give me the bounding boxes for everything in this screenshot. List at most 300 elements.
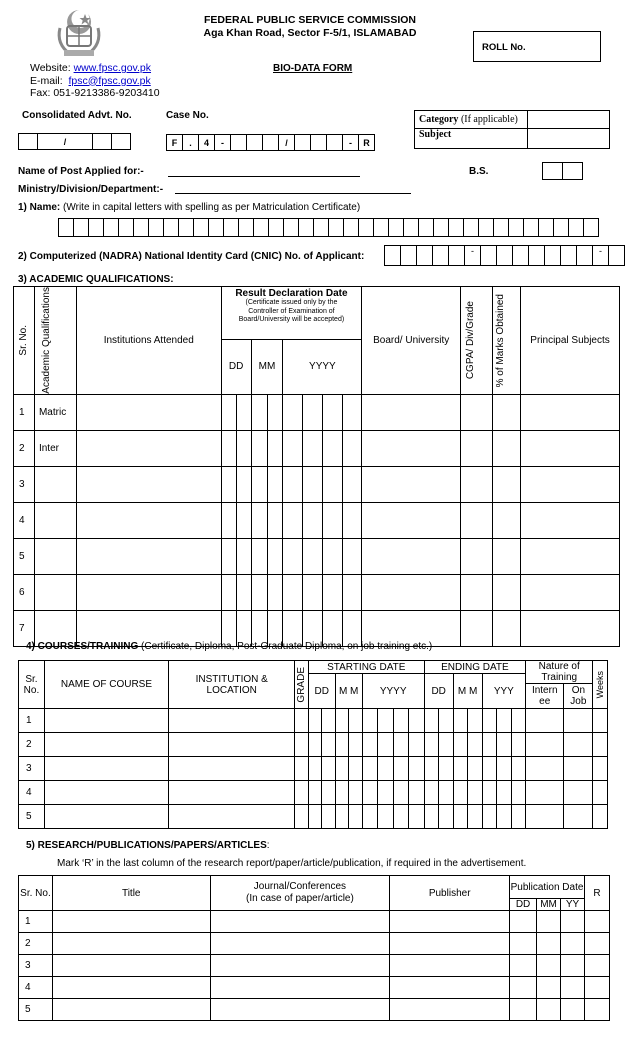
research-cell[interactable] <box>390 955 510 977</box>
courses-cell[interactable] <box>295 733 308 757</box>
cnic-cell[interactable] <box>481 246 497 266</box>
courses-cell[interactable] <box>439 805 453 829</box>
courses-cell[interactable] <box>526 709 564 733</box>
academic-cell[interactable] <box>323 502 343 538</box>
courses-cell[interactable] <box>362 757 378 781</box>
research-cell[interactable] <box>390 977 510 999</box>
courses-cell[interactable] <box>497 709 511 733</box>
academic-cell[interactable] <box>251 538 267 574</box>
courses-cell[interactable] <box>564 805 593 829</box>
courses-cell[interactable] <box>453 757 467 781</box>
academic-qual[interactable] <box>34 574 76 610</box>
name-letter-cell[interactable] <box>119 219 134 237</box>
courses-cell[interactable] <box>335 709 348 733</box>
name-letter-cell[interactable] <box>479 219 494 237</box>
advt-cell[interactable] <box>112 134 131 150</box>
courses-cell[interactable] <box>526 781 564 805</box>
academic-cell[interactable] <box>493 574 521 610</box>
academic-cell[interactable] <box>493 538 521 574</box>
courses-cell[interactable] <box>322 757 335 781</box>
courses-cell[interactable] <box>393 805 409 829</box>
academic-cell[interactable] <box>283 502 303 538</box>
case-cell[interactable]: - <box>343 135 359 151</box>
courses-cell[interactable] <box>424 805 438 829</box>
courses-cell[interactable] <box>409 709 425 733</box>
courses-cell[interactable] <box>564 733 593 757</box>
courses-cell[interactable] <box>593 757 608 781</box>
research-cell[interactable] <box>52 999 210 1021</box>
cnic-cell[interactable] <box>513 246 529 266</box>
bs-cells[interactable] <box>542 162 583 180</box>
academic-cell[interactable] <box>303 430 323 466</box>
academic-cell[interactable] <box>251 502 267 538</box>
academic-cell[interactable] <box>236 574 251 610</box>
academic-cell[interactable] <box>521 538 620 574</box>
name-letter-cell[interactable] <box>59 219 74 237</box>
name-letter-cell[interactable] <box>194 219 209 237</box>
academic-cell[interactable] <box>283 430 303 466</box>
courses-cell[interactable] <box>424 733 438 757</box>
academic-cell[interactable] <box>493 430 521 466</box>
courses-cell[interactable] <box>526 733 564 757</box>
courses-cell[interactable] <box>511 709 525 733</box>
courses-cell[interactable] <box>409 733 425 757</box>
courses-cell[interactable] <box>482 733 496 757</box>
academic-cell[interactable] <box>283 574 303 610</box>
academic-cell[interactable] <box>461 466 493 502</box>
courses-cell[interactable] <box>393 733 409 757</box>
academic-cell[interactable] <box>76 394 221 430</box>
name-letter-cell[interactable] <box>179 219 194 237</box>
courses-cell[interactable] <box>593 805 608 829</box>
academic-cell[interactable] <box>343 394 362 430</box>
academic-cell[interactable] <box>251 394 267 430</box>
academic-cell[interactable] <box>251 466 267 502</box>
academic-cell[interactable] <box>461 394 493 430</box>
courses-cell[interactable] <box>439 733 453 757</box>
academic-cell[interactable] <box>362 466 461 502</box>
academic-cell[interactable] <box>267 574 283 610</box>
research-cell[interactable] <box>510 977 537 999</box>
courses-cell[interactable] <box>393 757 409 781</box>
name-letter-cell[interactable] <box>104 219 119 237</box>
email-link[interactable]: fpsc@fpsc.gov.pk <box>68 74 151 87</box>
academic-qual[interactable] <box>34 502 76 538</box>
cnic-cells[interactable] <box>384 245 625 266</box>
name-letter-cell[interactable] <box>89 219 104 237</box>
case-cell[interactable] <box>247 135 263 151</box>
academic-cell[interactable] <box>283 466 303 502</box>
courses-cell[interactable] <box>44 805 168 829</box>
research-cell[interactable] <box>52 977 210 999</box>
name-letter-cell[interactable] <box>149 219 164 237</box>
name-letter-cell[interactable] <box>74 219 89 237</box>
name-letter-cell[interactable] <box>554 219 569 237</box>
academic-cell[interactable] <box>362 538 461 574</box>
academic-cell[interactable] <box>521 394 620 430</box>
academic-cell[interactable] <box>267 538 283 574</box>
academic-cell[interactable] <box>283 394 303 430</box>
academic-cell[interactable] <box>221 466 236 502</box>
courses-cell[interactable] <box>468 733 482 757</box>
case-cell[interactable] <box>263 135 279 151</box>
research-cell[interactable] <box>537 933 561 955</box>
post-field[interactable] <box>168 176 360 177</box>
academic-cell[interactable] <box>323 466 343 502</box>
courses-cell[interactable] <box>497 733 511 757</box>
courses-cell[interactable] <box>335 781 348 805</box>
roll-no-box[interactable] <box>473 31 601 62</box>
name-letter-cell[interactable] <box>209 219 224 237</box>
academic-cell[interactable] <box>362 430 461 466</box>
case-cell[interactable] <box>311 135 327 151</box>
academic-qual[interactable] <box>34 466 76 502</box>
case-cell[interactable]: . <box>183 135 199 151</box>
research-cell[interactable] <box>584 977 609 999</box>
courses-cell[interactable] <box>44 709 168 733</box>
courses-cell[interactable] <box>169 781 295 805</box>
case-no-cells[interactable] <box>166 134 375 151</box>
courses-cell[interactable] <box>308 709 321 733</box>
academic-cell[interactable] <box>76 430 221 466</box>
courses-cell[interactable] <box>482 709 496 733</box>
academic-cell[interactable] <box>362 502 461 538</box>
cnic-cell[interactable] <box>433 246 449 266</box>
consolidated-advt-cells[interactable] <box>18 133 131 150</box>
courses-cell[interactable] <box>295 805 308 829</box>
research-cell[interactable] <box>584 911 609 933</box>
courses-cell[interactable] <box>322 781 335 805</box>
academic-cell[interactable] <box>251 430 267 466</box>
courses-cell[interactable] <box>453 805 467 829</box>
courses-cell[interactable] <box>593 733 608 757</box>
academic-cell[interactable] <box>323 430 343 466</box>
research-cell[interactable] <box>390 999 510 1021</box>
case-cell[interactable] <box>231 135 247 151</box>
courses-cell[interactable] <box>349 757 362 781</box>
academic-cell[interactable] <box>521 502 620 538</box>
research-cell[interactable] <box>584 999 609 1021</box>
academic-cell[interactable] <box>221 502 236 538</box>
academic-cell[interactable] <box>251 574 267 610</box>
courses-cell[interactable] <box>169 757 295 781</box>
name-letter-cell[interactable] <box>359 219 374 237</box>
cnic-cell[interactable] <box>577 246 593 266</box>
courses-cell[interactable] <box>169 733 295 757</box>
name-letter-cell[interactable] <box>569 219 584 237</box>
academic-cell[interactable] <box>493 394 521 430</box>
courses-cell[interactable] <box>335 733 348 757</box>
research-cell[interactable] <box>561 977 585 999</box>
name-letter-cell[interactable] <box>584 219 599 237</box>
subject-field[interactable] <box>528 129 610 149</box>
research-cell[interactable] <box>210 977 390 999</box>
courses-cell[interactable] <box>453 709 467 733</box>
advt-cell[interactable] <box>93 134 112 150</box>
courses-cell[interactable] <box>322 709 335 733</box>
research-cell[interactable] <box>52 955 210 977</box>
courses-cell[interactable] <box>322 805 335 829</box>
courses-cell[interactable] <box>497 757 511 781</box>
name-letter-cell[interactable] <box>329 219 344 237</box>
academic-cell[interactable] <box>461 574 493 610</box>
academic-cell[interactable] <box>221 430 236 466</box>
research-cell[interactable] <box>561 933 585 955</box>
name-letter-cell[interactable] <box>284 219 299 237</box>
academic-cell[interactable] <box>521 574 620 610</box>
academic-cell[interactable] <box>323 574 343 610</box>
courses-cell[interactable] <box>378 757 394 781</box>
cnic-cell[interactable] <box>449 246 465 266</box>
academic-cell[interactable] <box>76 502 221 538</box>
courses-cell[interactable] <box>526 757 564 781</box>
courses-cell[interactable] <box>335 757 348 781</box>
courses-cell[interactable] <box>593 781 608 805</box>
academic-cell[interactable] <box>323 394 343 430</box>
courses-cell[interactable] <box>378 733 394 757</box>
courses-cell[interactable] <box>424 709 438 733</box>
academic-cell[interactable] <box>521 430 620 466</box>
courses-cell[interactable] <box>468 757 482 781</box>
courses-cell[interactable] <box>468 709 482 733</box>
academic-cell[interactable] <box>493 466 521 502</box>
cnic-cell[interactable] <box>497 246 513 266</box>
case-cell[interactable]: 4 <box>199 135 215 151</box>
academic-cell[interactable] <box>267 430 283 466</box>
courses-cell[interactable] <box>393 781 409 805</box>
cnic-cell[interactable] <box>609 246 625 266</box>
name-cells[interactable] <box>58 218 599 237</box>
courses-cell[interactable] <box>169 709 295 733</box>
website-link[interactable]: www.fpsc.gov.pk <box>73 62 152 74</box>
advt-cell[interactable] <box>19 134 38 150</box>
academic-cell[interactable] <box>303 574 323 610</box>
research-cell[interactable] <box>390 911 510 933</box>
cnic-cell[interactable]: - <box>593 246 609 266</box>
academic-cell[interactable] <box>493 502 521 538</box>
name-letter-cell[interactable] <box>269 219 284 237</box>
name-letter-cell[interactable] <box>434 219 449 237</box>
courses-cell[interactable] <box>295 709 308 733</box>
courses-cell[interactable] <box>424 781 438 805</box>
research-cell[interactable] <box>210 933 390 955</box>
academic-cell[interactable] <box>343 502 362 538</box>
academic-cell[interactable] <box>236 502 251 538</box>
research-cell[interactable] <box>510 911 537 933</box>
courses-cell[interactable] <box>482 757 496 781</box>
research-cell[interactable] <box>510 999 537 1021</box>
academic-cell[interactable] <box>303 466 323 502</box>
research-cell[interactable] <box>561 911 585 933</box>
courses-cell[interactable] <box>295 781 308 805</box>
academic-cell[interactable] <box>461 430 493 466</box>
courses-cell[interactable] <box>378 709 394 733</box>
courses-cell[interactable] <box>409 757 425 781</box>
case-cell[interactable]: F <box>167 135 183 151</box>
cnic-cell[interactable] <box>417 246 433 266</box>
academic-cell[interactable] <box>221 394 236 430</box>
cnic-cell[interactable] <box>401 246 417 266</box>
courses-cell[interactable] <box>564 709 593 733</box>
academic-cell[interactable] <box>76 538 221 574</box>
academic-cell[interactable] <box>267 466 283 502</box>
academic-cell[interactable] <box>303 394 323 430</box>
courses-cell[interactable] <box>169 805 295 829</box>
bs-cell[interactable] <box>543 163 563 180</box>
courses-cell[interactable] <box>482 781 496 805</box>
academic-cell[interactable] <box>236 466 251 502</box>
academic-cell[interactable] <box>236 430 251 466</box>
case-cell[interactable]: - <box>215 135 231 151</box>
research-cell[interactable] <box>510 955 537 977</box>
academic-cell[interactable] <box>461 610 493 646</box>
courses-cell[interactable] <box>511 781 525 805</box>
research-cell[interactable] <box>510 933 537 955</box>
name-letter-cell[interactable] <box>509 219 524 237</box>
courses-cell[interactable] <box>526 805 564 829</box>
cnic-cell[interactable]: - <box>465 246 481 266</box>
academic-cell[interactable] <box>521 610 620 646</box>
name-letter-cell[interactable] <box>374 219 389 237</box>
courses-cell[interactable] <box>511 757 525 781</box>
academic-cell[interactable] <box>76 574 221 610</box>
courses-cell[interactable] <box>593 709 608 733</box>
research-cell[interactable] <box>561 955 585 977</box>
research-cell[interactable] <box>561 999 585 1021</box>
name-letter-cell[interactable] <box>419 219 434 237</box>
courses-cell[interactable] <box>497 805 511 829</box>
research-cell[interactable] <box>537 999 561 1021</box>
academic-cell[interactable] <box>362 574 461 610</box>
academic-cell[interactable] <box>236 538 251 574</box>
courses-cell[interactable] <box>349 709 362 733</box>
courses-cell[interactable] <box>409 805 425 829</box>
courses-cell[interactable] <box>511 805 525 829</box>
cnic-cell[interactable] <box>545 246 561 266</box>
courses-cell[interactable] <box>564 757 593 781</box>
academic-cell[interactable] <box>362 394 461 430</box>
cnic-cell[interactable] <box>561 246 577 266</box>
name-letter-cell[interactable] <box>314 219 329 237</box>
academic-cell[interactable] <box>303 538 323 574</box>
research-cell[interactable] <box>584 933 609 955</box>
name-letter-cell[interactable] <box>539 219 554 237</box>
name-letter-cell[interactable] <box>239 219 254 237</box>
courses-cell[interactable] <box>349 805 362 829</box>
courses-cell[interactable] <box>424 757 438 781</box>
academic-cell[interactable] <box>323 538 343 574</box>
research-cell[interactable] <box>537 911 561 933</box>
courses-cell[interactable] <box>439 781 453 805</box>
academic-cell[interactable] <box>283 538 303 574</box>
cnic-cell[interactable] <box>385 246 401 266</box>
courses-cell[interactable] <box>362 805 378 829</box>
academic-cell[interactable] <box>76 466 221 502</box>
name-letter-cell[interactable] <box>344 219 359 237</box>
courses-cell[interactable] <box>44 781 168 805</box>
courses-cell[interactable] <box>322 733 335 757</box>
name-letter-cell[interactable] <box>464 219 479 237</box>
bs-cell[interactable] <box>563 163 583 180</box>
research-cell[interactable] <box>390 933 510 955</box>
academic-qual[interactable]: Inter <box>34 430 76 466</box>
research-cell[interactable] <box>52 933 210 955</box>
academic-cell[interactable] <box>343 538 362 574</box>
name-letter-cell[interactable] <box>134 219 149 237</box>
name-letter-cell[interactable] <box>254 219 269 237</box>
category-subject-box[interactable] <box>414 110 610 149</box>
academic-cell[interactable] <box>303 502 323 538</box>
academic-cell[interactable] <box>343 430 362 466</box>
case-cell[interactable]: / <box>279 135 295 151</box>
ministry-field[interactable] <box>175 193 411 194</box>
academic-cell[interactable] <box>461 502 493 538</box>
category-field[interactable] <box>528 111 610 129</box>
courses-cell[interactable] <box>482 805 496 829</box>
courses-cell[interactable] <box>349 781 362 805</box>
courses-cell[interactable] <box>378 781 394 805</box>
academic-cell[interactable] <box>221 574 236 610</box>
academic-cell[interactable] <box>236 394 251 430</box>
academic-cell[interactable] <box>267 502 283 538</box>
case-cell[interactable] <box>295 135 311 151</box>
academic-cell[interactable] <box>221 538 236 574</box>
academic-qual[interactable]: Matric <box>34 394 76 430</box>
name-letter-cell[interactable] <box>494 219 509 237</box>
courses-cell[interactable] <box>308 733 321 757</box>
courses-cell[interactable] <box>497 781 511 805</box>
courses-cell[interactable] <box>564 781 593 805</box>
courses-cell[interactable] <box>393 709 409 733</box>
cnic-cell[interactable] <box>529 246 545 266</box>
name-letter-cell[interactable] <box>524 219 539 237</box>
case-cell[interactable] <box>327 135 343 151</box>
research-cell[interactable] <box>210 955 390 977</box>
courses-cell[interactable] <box>349 733 362 757</box>
advt-cell[interactable]: / <box>38 134 93 150</box>
courses-cell[interactable] <box>439 709 453 733</box>
research-cell[interactable] <box>584 955 609 977</box>
research-cell[interactable] <box>52 911 210 933</box>
courses-cell[interactable] <box>44 757 168 781</box>
courses-cell[interactable] <box>468 781 482 805</box>
courses-cell[interactable] <box>335 805 348 829</box>
academic-cell[interactable] <box>493 610 521 646</box>
courses-cell[interactable] <box>308 805 321 829</box>
courses-cell[interactable] <box>362 709 378 733</box>
courses-cell[interactable] <box>308 781 321 805</box>
courses-cell[interactable] <box>362 781 378 805</box>
academic-cell[interactable] <box>267 394 283 430</box>
courses-cell[interactable] <box>511 733 525 757</box>
name-letter-cell[interactable] <box>224 219 239 237</box>
name-letter-cell[interactable] <box>299 219 314 237</box>
courses-cell[interactable] <box>468 805 482 829</box>
name-letter-cell[interactable] <box>164 219 179 237</box>
case-cell[interactable]: R <box>359 135 375 151</box>
courses-cell[interactable] <box>409 781 425 805</box>
academic-cell[interactable] <box>343 466 362 502</box>
courses-cell[interactable] <box>439 757 453 781</box>
academic-cell[interactable] <box>521 466 620 502</box>
research-cell[interactable] <box>210 911 390 933</box>
academic-qual[interactable] <box>34 538 76 574</box>
courses-cell[interactable] <box>378 805 394 829</box>
courses-cell[interactable] <box>453 733 467 757</box>
academic-cell[interactable] <box>461 538 493 574</box>
research-cell[interactable] <box>537 977 561 999</box>
courses-cell[interactable] <box>44 733 168 757</box>
